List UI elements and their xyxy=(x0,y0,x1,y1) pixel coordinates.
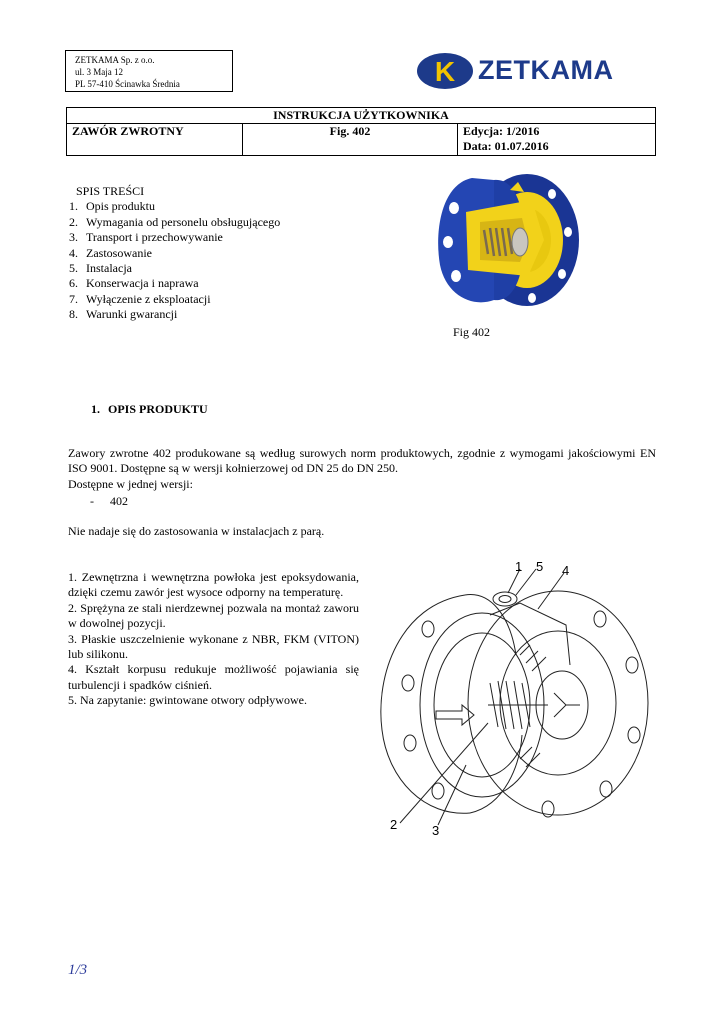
company-city: PL 57-410 Ścinawka Średnia xyxy=(75,79,180,89)
toc-item: 6. Konserwacja i naprawa xyxy=(69,276,199,291)
valve-technical-drawing xyxy=(370,555,660,840)
table-of-contents xyxy=(69,184,281,323)
toc-item: 1. Opis produktu xyxy=(69,199,155,214)
toc-title: SPIS TREŚCI xyxy=(76,184,145,198)
company-address-box xyxy=(65,50,233,92)
figure-caption: Fig 402 xyxy=(453,325,491,339)
drawing-label-1: 1 xyxy=(515,559,523,574)
product-name: ZAWÓR ZWROTNY xyxy=(67,124,243,156)
date: Data: 01.07.2016 xyxy=(463,139,549,153)
version-list-item: - 402 xyxy=(90,494,128,508)
drawing-label-5: 5 xyxy=(536,559,544,574)
feature-list xyxy=(68,570,359,709)
logo-emblem-icon xyxy=(416,52,476,90)
drawing-label-2: 2 xyxy=(390,817,398,832)
description-paragraph: Zawory zwrotne 402 produkowane są według surowych norm produktowych, zgodnie z wymogami jakościowymi EN ISO 9001. Dostępne są w wersji kołnierzowej od DN 25 do DN 250. xyxy=(68,446,656,476)
steam-note: Nie nadaje się do zastosowania w instalacjach z parą. xyxy=(68,524,325,538)
toc-item: 8. Warunki gwarancji xyxy=(69,307,178,322)
feature-item: 3. Płaskie uszczelnienie wykonane z NBR, FKM (VITON) lub silikonu. xyxy=(68,631,359,662)
feature-item: 5. Na zapytanie: gwintowane otwory odpływowe. xyxy=(68,693,307,708)
company-street: ul. 3 Maja 12 xyxy=(75,67,123,77)
feature-item: 4. Kształt korpusu redukuje możliwość pojawiania się turbulencji i spadków ciśnień. xyxy=(68,662,359,692)
toc-item: 2. Wymagania od personelu obsługującego xyxy=(69,214,281,229)
logo-letter: K xyxy=(434,56,456,87)
feature-item: 2. Sprężyna ze stali nierdzewnej pozwala na montaż zaworu w dowolnej pozycji. xyxy=(68,600,359,631)
toc-item: 5. Instalacja xyxy=(69,261,132,276)
drawing-label-3: 3 xyxy=(432,823,440,838)
edition-cell xyxy=(458,124,656,156)
document-header-table xyxy=(66,107,656,156)
drawing-label-4: 4 xyxy=(562,563,570,578)
zetkama-logo xyxy=(416,52,656,90)
versions-intro: Dostępne w jednej wersji: xyxy=(68,476,193,491)
figure-number: Fig. 402 xyxy=(243,124,458,156)
product-description xyxy=(68,446,656,492)
toc-item: 4. Zastosowanie xyxy=(69,245,152,260)
edition: Edycja: 1/2016 xyxy=(463,124,540,138)
page-number: 1/3 xyxy=(68,962,88,978)
section-heading: 1. OPIS PRODUKTU xyxy=(91,402,208,416)
feature-item: 1. Zewnętrzna i wewnętrzna powłoka jest epoksydowania, dzięki czemu zawór jest wysoce odporny na temperaturę. xyxy=(68,570,359,600)
logo-text: ZETKAMA xyxy=(478,55,614,85)
company-name: ZETKAMA Sp. z o.o. xyxy=(75,55,155,65)
valve-product-image xyxy=(432,170,582,315)
toc-item: 7. Wyłączenie z eksploatacji xyxy=(69,291,211,306)
toc-item: 3. Transport i przechowywanie xyxy=(69,230,223,245)
document-title: INSTRUKCJA UŻYTKOWNIKA xyxy=(67,108,656,124)
